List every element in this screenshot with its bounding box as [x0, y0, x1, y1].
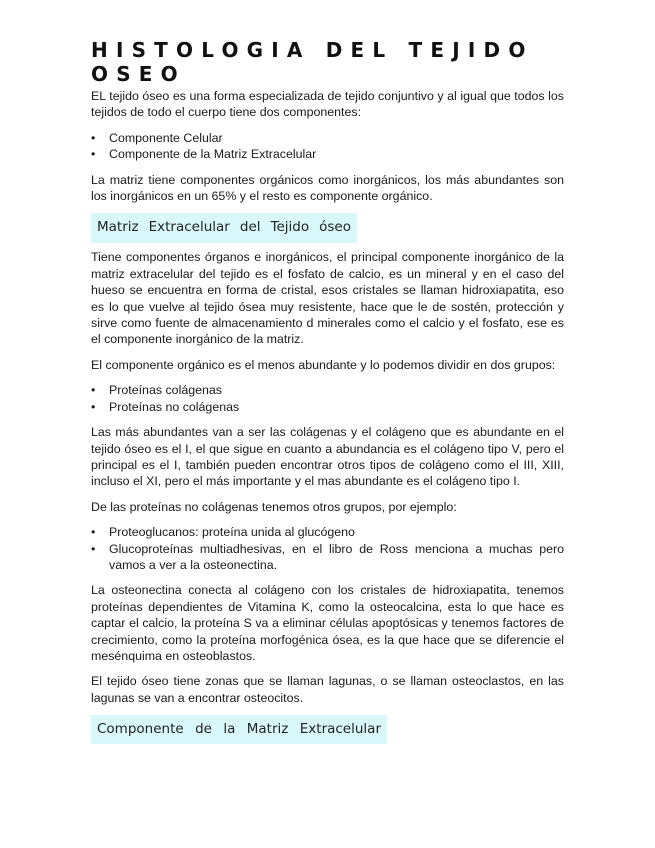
paragraph-osteonectin: La osteonectina conecta al colágeno con los cristales de hidroxiapatita, tenemos proteínas dependientes de Vitamina K, como la osteocalcina, esta lo que hace es captar el calcio, la proteína S va a eliminar células apoptósicas y tenemos factores de crecimiento, como la proteína morfogénica ósea, es la que hace que se diferencie el mesénquima en osteoblastos.	[91, 583, 564, 663]
list-item: • Componente de la Matriz Extracelular	[109, 146, 564, 162]
section-heading-matrix: Matriz Extracelular del Tejido óseo	[91, 213, 357, 243]
list-item: • Proteínas no colágenas	[109, 399, 564, 415]
list-item: • Proteínas colágenas	[109, 382, 564, 398]
section-heading-component: Componente de la Matriz Extracelular	[91, 715, 387, 744]
paragraph-inorganic: Tiene componentes órganos e inorgánicos, el principal componente inorgánico de la matriz extracelular del tejido es el fosfato de calcio, es un mineral y en el caso del hueso se encuentra en forma de cristal, esos cristales se llaman hidroxiapatita, eso es lo que vuelve al tejido ósea muy resistente, hace que le de sostén, protección y sirve como fuente de almacenamiento d minerales como el calcio y el fosfato, ese es el componente inorgánico de la matriz.	[91, 250, 564, 347]
organic-groups-list	[91, 382, 564, 415]
list-item: • Proteoglucanos: proteína unida al glucógeno	[109, 524, 564, 540]
non-collagen-list	[91, 524, 564, 573]
paragraph-intro: EL tejido óseo es una forma especializada de tejido conjuntivo y al igual que todos los tejidos de todo el cuerpo tiene dos componentes:	[91, 89, 564, 120]
components-list	[91, 130, 564, 163]
paragraph-collagen: Las más abundantes van a ser las colágenas y el colágeno que es abundante en el tejido óseo es el I, el que sigue en cuanto a abundancia es el colágeno tipo V, pero el principal es el I, también pueden encontrar otros tipos de colágeno como el III, XIII, incluso el XI, pero el más importante y el mas abundante es el colágeno tipo I.	[91, 425, 564, 489]
paragraph-non-collagen: De las proteínas no colágenas tenemos otros grupos, por ejemplo:	[91, 499, 457, 514]
paragraph-organic: El componente orgánico es el menos abundante y lo podemos dividir en dos grupos:	[91, 357, 556, 372]
document-page	[91, 38, 564, 744]
list-item: • Glucoproteínas multiadhesivas, en el libro de Ross menciona a muchas pero vamos a ver a la osteonectina.	[109, 541, 564, 574]
paragraph-matrix: La matriz tiene componentes orgánicos como inorgánicos, los más abundantes son los inorgánicos en un 65% y el resto es componente orgánico.	[91, 172, 564, 204]
list-item: • Componente Celular	[109, 130, 564, 146]
paragraph-lagunas: El tejido óseo tiene zonas que se llaman lagunas, o se llaman osteoclastos, en las lagunas se van a encontrar osteocitos.	[91, 674, 564, 705]
document-title: HISTOLOGIA DEL TEJIDO OSEO	[91, 38, 534, 86]
